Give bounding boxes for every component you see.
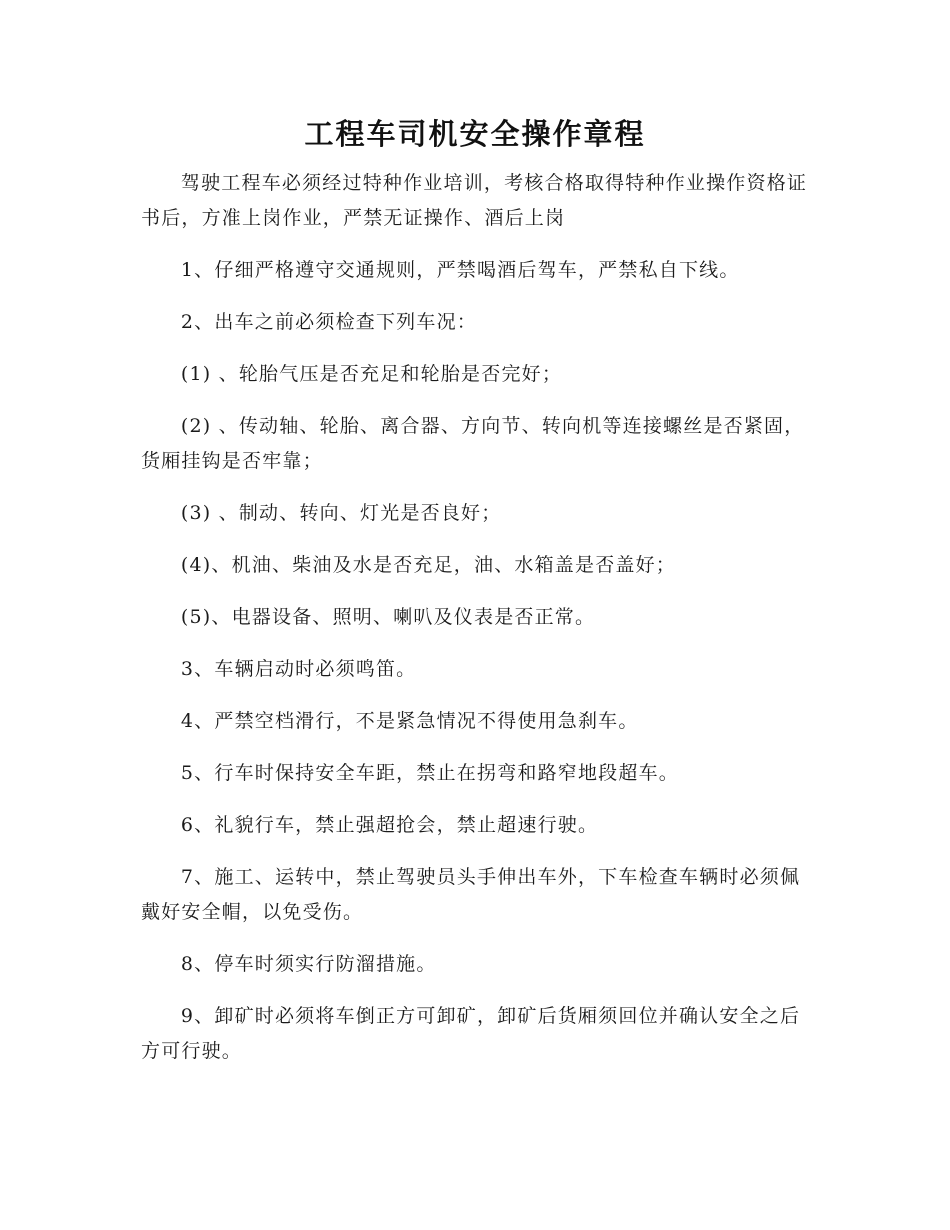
rule-2-item-4: (4)、机油、柴油及水是否充足，油、水箱盖是否盖好； — [180, 554, 677, 576]
rule-8: 8、停车时须实行防溜措施。 — [180, 953, 437, 975]
document-body — [141, 166, 811, 1086]
rule-9: 9、卸矿时必须将车倒正方可卸矿，卸矿后货厢须回位并确认安全之后方可行驶。 — [141, 1005, 801, 1062]
rule-2-item-3: (3) 、制动、转向、灯光是否良好； — [180, 502, 502, 524]
rule-6: 6、礼貌行车，禁止强超抢会，禁止超速行驶。 — [180, 814, 599, 836]
rule-4: 4、严禁空档滑行，不是紧急情况不得使用急刹车。 — [180, 710, 639, 732]
rule-2-item-1: (1) 、轮胎气压是否充足和轮胎是否完好； — [180, 363, 563, 385]
rule-1: 1、仔细严格遵守交通规则，严禁喝酒后驾车，严禁私自下线。 — [180, 259, 740, 281]
rule-2-item-5: (5)、电器设备、照明、喇叭及仪表是否正常。 — [180, 606, 596, 628]
rule-7: 7、施工、运转中，禁止驾驶员头手伸出车外，下车检查车辆时必须佩戴好安全帽，以免受伤。 — [141, 866, 801, 923]
rule-2-item-2: (2) 、传动轴、轮胎、离合器、方向节、转向机等连接螺丝是否紧固，货厢挂钩是否牢靠； — [141, 415, 805, 472]
rule-3: 3、车辆启动时必须鸣笛。 — [180, 658, 417, 680]
rule-2: 2、出车之前必须检查下列车况： — [180, 311, 477, 333]
rule-5: 5、行车时保持安全车距，禁止在拐弯和路窄地段超车。 — [180, 762, 679, 784]
document-title: 工程车司机安全操作章程 — [304, 117, 646, 151]
intro-paragraph: 驾驶工程车必须经过特种作业培训，考核合格取得特种作业操作资格证书后，方准上岗作业，严禁无证操作、酒后上岗 — [141, 172, 808, 229]
